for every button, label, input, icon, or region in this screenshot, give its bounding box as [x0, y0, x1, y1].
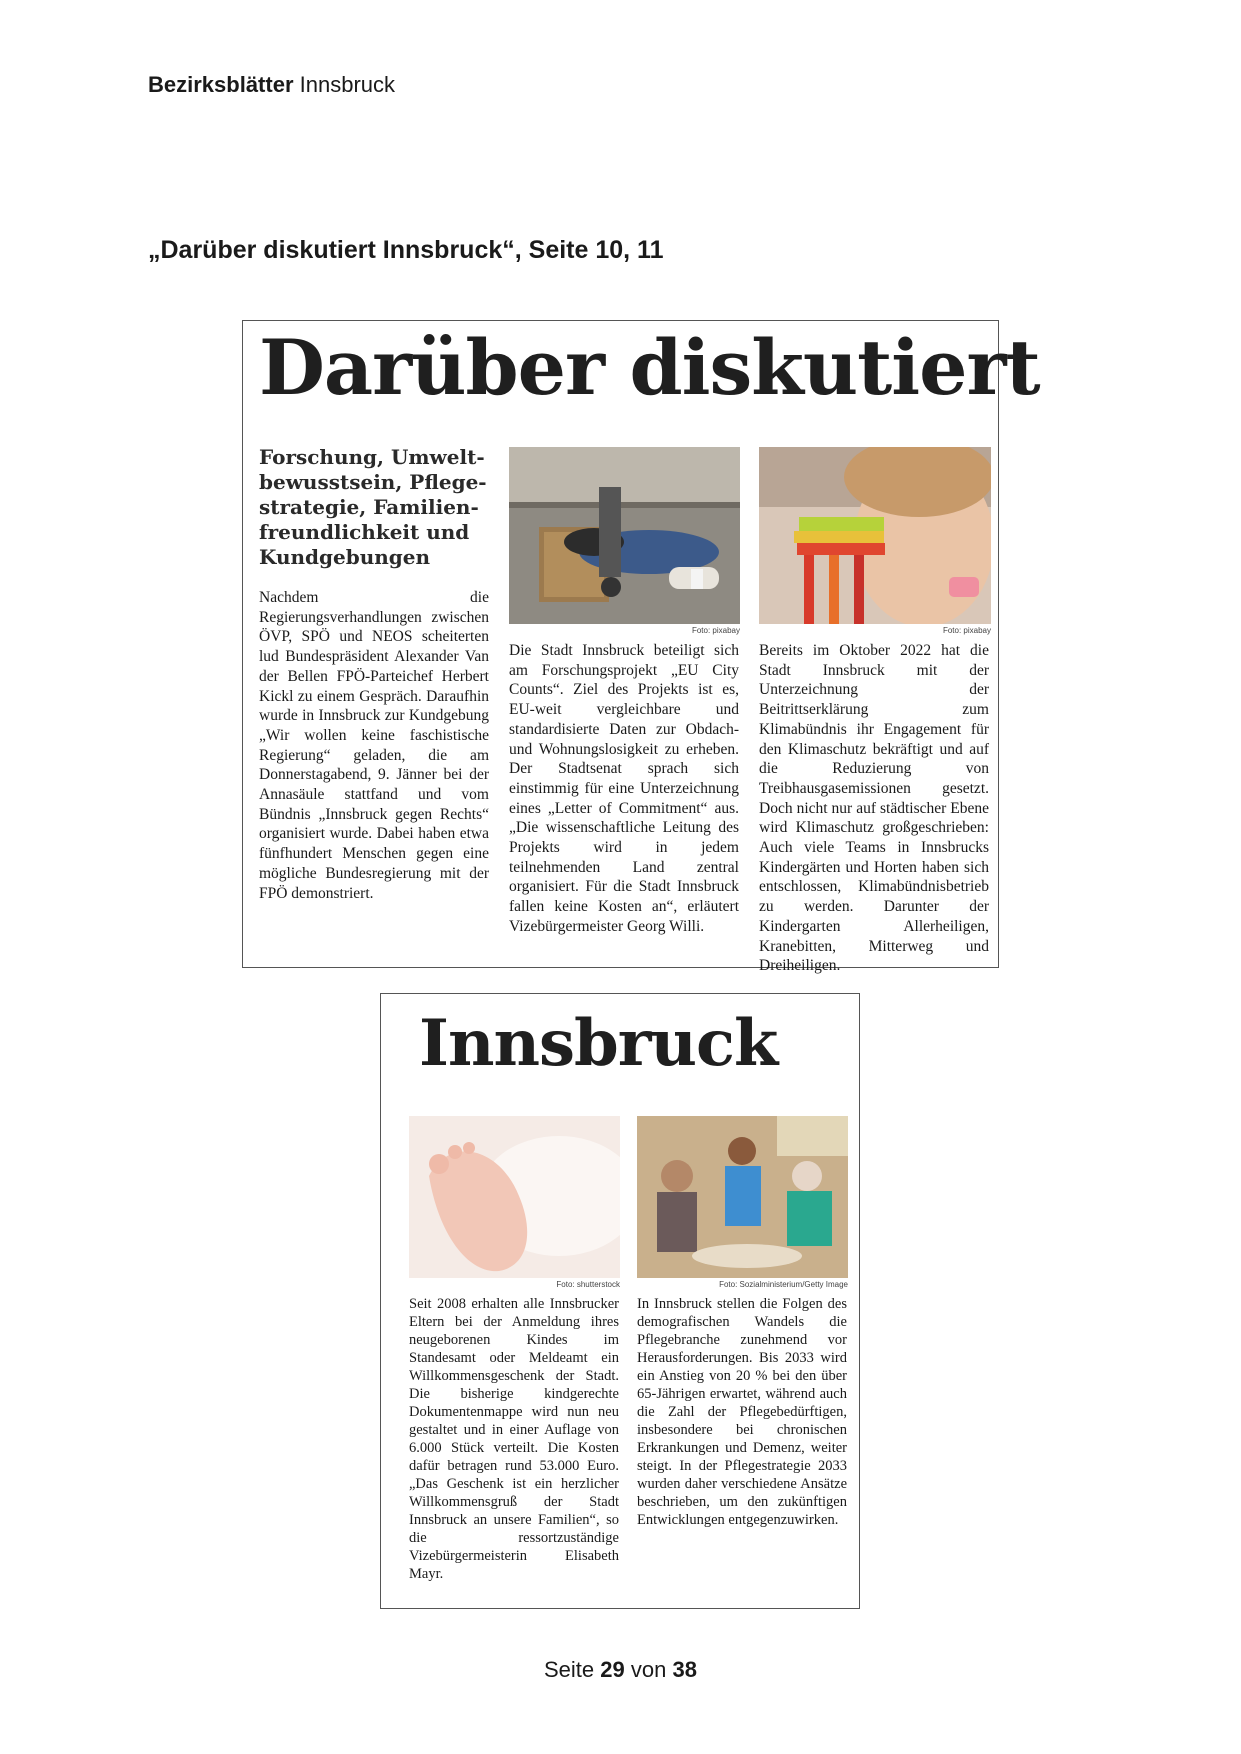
clip2-photo1-credit: Foto: shutterstock	[556, 1280, 620, 1289]
page-number	[0, 1657, 1241, 1683]
clip1-photo3-credit: Foto: pixabay	[942, 626, 991, 635]
clip1-column-2: Die Stadt Innsbruck beteiligt sich am Forschungsprojekt „EU City Counts“. Ziel des Projekts ist es, EU-weit vergleichbare und standardisierte Daten zur Obdach- und Wohnungslosigkeit zu erheben. Der Stadtsenat sprach sich einstimmig für eine Unterzeichnung eines „Letter of Commitment“ aus. „Die wissenschaftliche Leitung des Projekts wird in jedem teilnehmenden Land zentral organisiert. Für die Stadt Innsbruck fallen keine Kosten an“, erläutert Vizebürgermeister Georg Willi.	[509, 642, 739, 935]
clip1-subhead: Forschung, Umwelt-bewusstsein, Pflege-strategie, Familien-freundlichkeit und Kundgebungen	[259, 445, 487, 569]
page-prefix: Seite	[544, 1657, 595, 1682]
page-header	[148, 72, 395, 98]
homeless-person-photo	[509, 447, 740, 624]
elderly-care-photo	[637, 1116, 848, 1278]
clip1-headline: Darüber diskutiert	[259, 323, 1040, 412]
clip1-photo2-credit: Foto: pixabay	[691, 626, 740, 635]
clip1-column-3: Bereits im Oktober 2022 hat die Stadt Innsbruck mit der Unterzeichnung der Beitrittserklärung zum Klimabündnis ihr Engagement für den Klimaschutz bekräftigt und auf die Reduzierung von Treibhausgasemissionen gesetzt. Doch nicht nur auf städtischer Ebene wird Klimaschutz großgeschrieben: Auch viele Teams in Innsbrucks Kindergärten und Horten haben sich entschlossen, Klimabündnisbetrieb zu werden. Darunter der Kindergarten Allerheiligen, Kranebitten, Mitterweg und Dreiheiligen.	[759, 642, 989, 975]
page-sep: von	[630, 1657, 667, 1682]
newspaper-clipping-2	[380, 993, 860, 1609]
newspaper-clipping-1	[242, 320, 1040, 975]
header-brand: Bezirksblätter	[148, 72, 294, 97]
page-current: 29	[600, 1657, 625, 1682]
baby-foot-photo	[409, 1116, 620, 1278]
clip2-photo2-credit: Foto: Sozialministerium/Getty Image	[719, 1280, 848, 1289]
header-region: Innsbruck	[299, 72, 396, 97]
clip1-column-1: Nachdem die Regierungsverhandlungen zwischen ÖVP, SPÖ und NEOS scheiterten lud Bundespräsident Alexander Van der Bellen FPÖ-Parteichef Herbert Kickl zu einem Gespräch. Daraufhin wurde in Innsbruck zur Kundgebung „Wir wollen keine faschistische Regierung“ geladen, die am Donnerstagabend, 9. Jänner bei der Annasäule stattfand und vom Bündnis „Innsbruck gegen Rechts“ organisiert wurde. Dabei haben etwa fünfhundert Menschen gegen eine mögliche Bundesregierung mit der FPÖ demonstriert.	[259, 589, 489, 902]
source-title: „Darüber diskutiert Innsbruck“, Seite 10, 11	[148, 236, 664, 264]
clip2-column-2: In Innsbruck stellen die Folgen des demografischen Wandels die Pflegebranche zunehmend vor Herausforderungen. Bis 2033 wird ein Anstieg von 20 % bei den über 65-Jährigen erwartet, während auch die Zahl der Pflegebedürftigen, insbesondere bei chronischen Erkrankungen und Demenz, weiter steigt. In der Pflegestrategie 2033 wurden daher verschiedene Ansätze beschrieben, um den zukünftigen Entwicklungen entgegenzuwirken.	[637, 1296, 847, 1528]
clip2-column-1: Seit 2008 erhalten alle Innsbrucker Eltern bei der Anmeldung ihres neugeborenen Kindes im Standesamt oder Meldeamt ein Willkommensgeschenk der Stadt. Die bisherige kindgerechte Dokumentenmappe wird nun neu gestaltet und in einer Auflage von 6.000 Stück verteilt. Die Kosten dafür betragen rund 53.000 Euro. „Das Geschenk ist ein herzlicher Willkommensgruß der Stadt Innsbruck an unsere Familien“, so die ressortzuständige Vizebürgermeisterin Elisabeth Mayr.	[409, 1296, 619, 1582]
child-building-blocks-photo	[759, 447, 991, 624]
clip2-headline: Innsbruck	[419, 1006, 778, 1081]
page-total: 38	[672, 1657, 697, 1682]
